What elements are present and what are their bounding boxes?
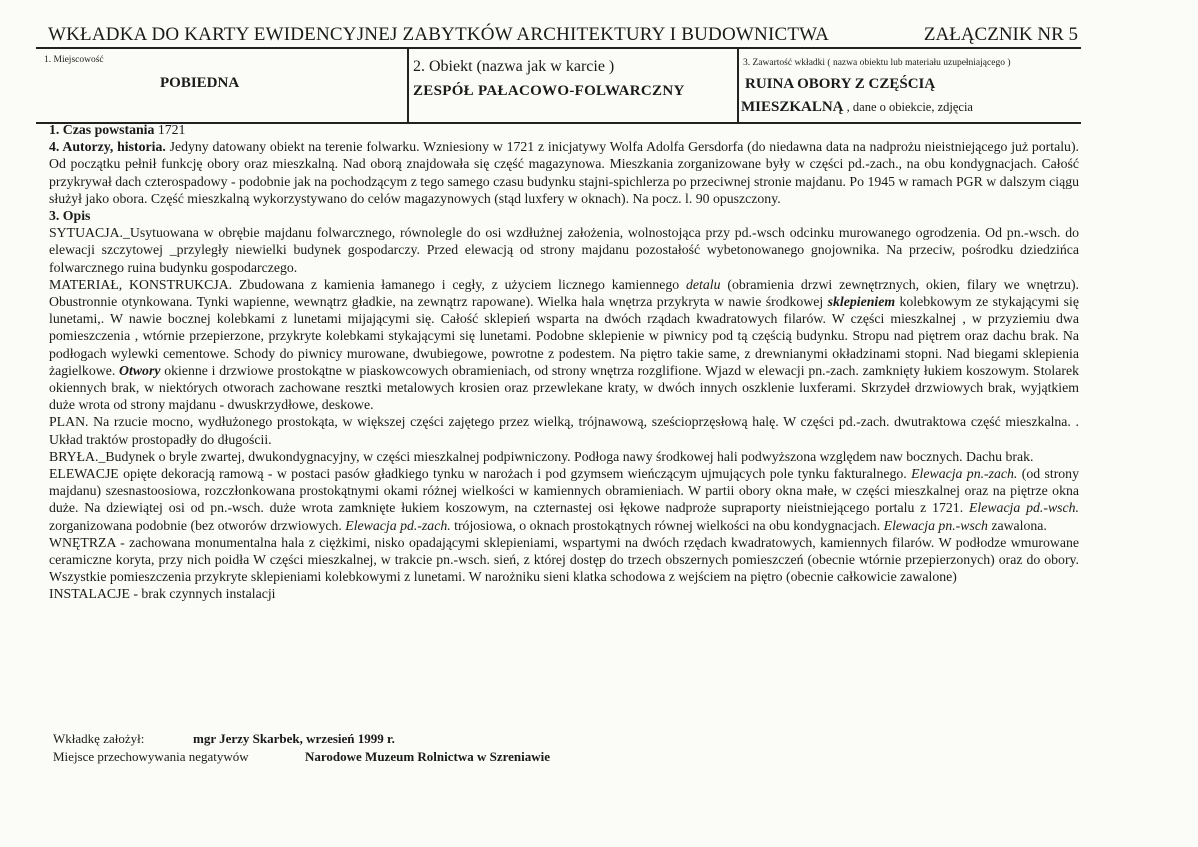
section-date xyxy=(49,121,1079,138)
material-text-4: okienne i drzwiowe prostokątne w piaskowcowych obramieniach, od strony wnętrza rozglifione. Wjazd w elewacji pn.-zach. zamknięty łukiem koszowym. Stolarek okiennych brak, w niektórych otworach zachowane resztki metalowych krosien oraz przewlekane kraty, w dwóch innych oszklenie luxferami. Skrzydeł drzwiowych brak, wyjątkiem duże wrota od strony majdanu - dwuskrzydłowe, deskowe. xyxy=(49,362,1079,413)
content-value-line2-bold: MIESZKALNĄ xyxy=(741,99,844,115)
document-body xyxy=(49,121,1079,603)
place-cell xyxy=(36,49,409,122)
section-history xyxy=(49,138,1079,207)
paragraph-situation: SYTUACJA._Usytuowana w obrębie majdanu folwarcznego, równolegle do osi wzdłużnej założenia, wolnostojąca przy pd.-wsch odcinku murowanego ogrodzenia. Od pn.-wsch. do elewacji szczytowej _przyległy niewielki budynek gospodarczy. Przed elewacją od strony majdanu pozostałość wybetonowanego gnojownika. Na przeciw, pośrodku dziedzińca folwarcznego ruina budynku gospodarczego. xyxy=(49,225,1079,275)
annex-number: ZAŁĄCZNIK NR 5 xyxy=(923,24,1078,45)
material-text-3: kolebkowym ze stykającymi się lunetami,. W nawie bocznej kolebkami z lunetami mijającymi się. Całość sklepień wsparta na dwóch rządach kwadratowych filarów. W części mieszkalnej , w przyziemiu dwa pomieszczenia , wtórnie przepierzone, przykryte kolebkami stykającymi się lunetami. Podobne sklepienie w piwnicy pod tą częścią budynku. Stropu nad piętrem oraz dachu brak. Na podłogach wylewki cementowe. Schody do piwnicy murowane, dwubiegowe, powrotne z podestem. Na piętro takie same, z drewnianymi okładzinami stopni. Nad biegami sklepienia żagielkowe. xyxy=(49,294,1079,378)
section-description-heading xyxy=(49,207,1079,224)
elevations-text-4: trójosiowa, o oknach prostokątnych równej wielkości na obu kondygnacjach. xyxy=(450,517,884,533)
paragraph-massing: BRYŁA._Budynek o bryle zwartej, dwukondygnacyjny, w części mieszkalnej podpiwniczony. Podłoga nawy środkowej hali podwyższona względem naw bocznych. Dachu brak. xyxy=(49,448,1034,464)
elevations-italic-1: Elewacja pn.-zach. xyxy=(911,466,1018,482)
material-text-2: (obramienia drzwi zewnętrznych, okien, filary we wnętrzu). Obustronnie otynkowana. Tynki wapienne, wewnątrz gładkie, na zewnątrz rapowane). Wielka hala wnętrza przykryta w nawie środkowej xyxy=(49,276,1079,310)
elevations-text-3: zorganizowana podobnie (bez otworów drzwiowych. xyxy=(49,517,346,533)
content-value-line1: RUINA OBORY Z CZĘŚCIĄ xyxy=(745,76,936,92)
elevations-italic-2: Elewacja pd.-wsch. xyxy=(968,500,1079,516)
storage-label: Miejsce przechowywania negatywów xyxy=(53,749,249,764)
paragraph-elevations xyxy=(49,465,1079,534)
material-italic-1: detalu xyxy=(686,276,721,292)
author-value: mgr Jerzy Skarbek, wrzesień 1999 r. xyxy=(193,731,395,746)
section-date-text: 1721 xyxy=(154,122,186,137)
content-value-line2 xyxy=(741,99,973,116)
content-cell xyxy=(739,49,1081,122)
object-label: 2. Obiekt (nazwa jak w karcie ) xyxy=(413,58,615,75)
paragraph-installations: INSTALACJE - brak czynnych instalacji xyxy=(49,586,276,602)
description-heading-text: 3. Opis xyxy=(49,208,91,224)
elevations-text-5: zawalona. xyxy=(987,517,1047,533)
content-value-line2-tail: , dane o obiekcie, zdjęcia xyxy=(843,100,973,114)
author-label: Wkładkę założył: xyxy=(53,731,145,746)
section-history-text: Jedyny datowany obiekt na terenie folwarku. Wzniesiony w 1721 z inicjatywy Wolfa Adolfa Gersdorfa (do niedawna data na nadprożu nieistniejącego już portalu). Od początku pełnił funkcję obory oraz mieszkalną. Nad oborą znajdowała się część magazynowa. Mieszkania zorganizowane były w części pd.-zach., na obu kondygnacjach. Całość przykrywał dach czterospadowy - podobnie jak na pochodzącym z tego samego czasu budynku stajni-spichlerza po przeciwnej stronie majdanu. Po 1945 w ramach PGR w dalszym ciągu służył jako obora. Część mieszkalną wykorzystywano do celów magazynowych (stąd luxfery w oknach). Na pocz. l. 90 opuszczony. xyxy=(49,139,1079,206)
section-date-heading: 1. Czas powstania xyxy=(49,122,155,137)
storage-value: Narodowe Muzeum Rolnictwa w Szreniawie xyxy=(305,749,551,764)
elevations-italic-4: Elewacja pn.-wsch xyxy=(883,517,988,533)
section-history-heading: 4. Autorzy, historia. xyxy=(49,139,166,155)
place-label: 1. Miejscowość xyxy=(44,55,104,65)
content-label: 3. Zawartość wkładki ( nazwa obiektu lub materiału uzupełniającego ) xyxy=(743,58,1011,68)
elevations-italic-3: Elewacja pd.-zach. xyxy=(345,517,451,533)
elevations-text-2: (od strony majdanu) szesnastoosiowa, rozczłonkowana prostokątnymi okami różnej wielkości w kamiennych obramieniach. W partii obory okna małe, w części mieszkalnej oraz na piętrze okna duże. Na dziewiątej osi od pn.-wsch. duże wrota zamknięte łukiem koszowym, na czternastej osi łękowe nadproże supraporty nieistniejącego portalu z 1721. xyxy=(49,466,1079,516)
info-box xyxy=(36,47,1081,124)
object-cell xyxy=(409,49,739,122)
elevations-text-1: ELEWACJE opięte dekoracją ramową - w postaci pasów gładkiego tynku w narożach i pod gzymsem wieńczącym ujmujących pole tynku fakturalnego. xyxy=(49,466,912,482)
material-bold-italic-2: Otwory xyxy=(119,362,161,378)
paragraph-interiors: WNĘTRZA - zachowana monumentalna hala z ciężkimi, nisko opadającymi sklepieniami, wspartymi na dwóch rzędach kwadratowych, kamiennych filarów. W podłodze wmurowane ceramiczne koryta, przy nich poidła W części mieszkalnej, w trakcie pn.-wsch. sień, z której dostęp do trzech obszernych pomieszczeń (obecnie wtórnie przepierzonych) oraz do obory. Wszystkie pomieszczenia przykryte sklepieniami kolebkowymi z lunetami. W narożniku sieni klatka schodowa z wejściem na piętro (obecnie całkowicie zawalone) xyxy=(49,534,1079,585)
material-text-1: MATERIAŁ, KONSTRUKCJA. Zbudowana z kamienia łamanego i cegły, z użyciem licznego kamiennego xyxy=(49,276,687,292)
paragraph-material xyxy=(49,276,1079,414)
header xyxy=(48,24,1078,46)
material-bold-italic-1: sklepieniem xyxy=(827,294,896,310)
place-value: POBIEDNA xyxy=(160,75,240,91)
paragraph-plan: PLAN. Na rzucie mocno, wydłużonego prostokąta, w większej części zajętego przez wielką, trójnawową, sześcioprzęsłową halę. W części pd.-zach. dwutraktowa część mieszkalna. . Układ traktów prostopadły do długościi. xyxy=(49,414,1079,447)
document-title: WKŁADKA DO KARTY EWIDENCYJNEJ ZABYTKÓW ARCHITEKTURY I BUDOWNICTWA xyxy=(48,24,830,45)
object-value: ZESPÓŁ PAŁACOWO-FOLWARCZNY xyxy=(413,83,685,99)
